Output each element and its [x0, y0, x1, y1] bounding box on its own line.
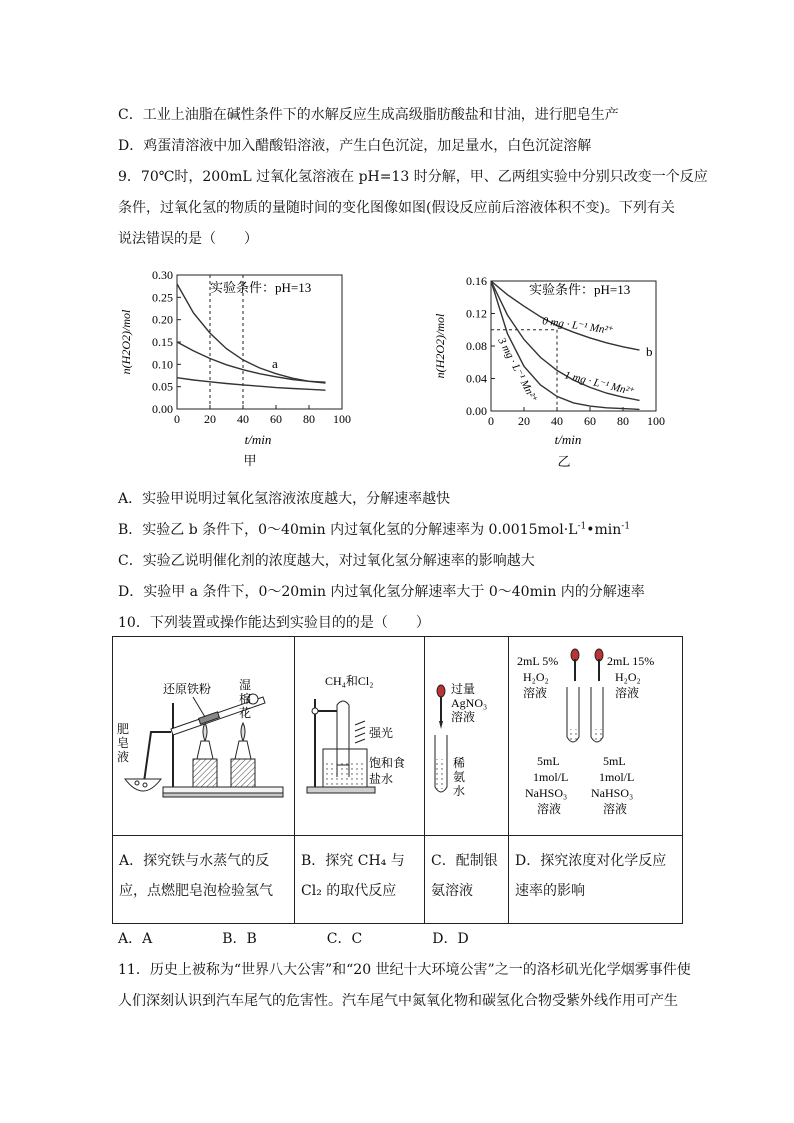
chart-yi-ytick-label: 0.16: [466, 274, 487, 288]
label-d-right-sol2: 溶液: [603, 802, 628, 816]
chart-yi-xtick-label: 80: [617, 414, 629, 428]
chart-yi-xtick-label: 40: [551, 414, 563, 428]
chart-jia-xtick-label: 20: [204, 412, 216, 426]
chart-jia-annotation: 实验条件：pH=13: [210, 280, 312, 295]
chart-jia-ytick-label: 0.20: [152, 312, 173, 327]
label-d-right-nahso3: NaHSO₃: [591, 786, 634, 800]
option-b-q9-exp2: -1: [621, 521, 631, 532]
question-10-options: A．A B．B C．C D．D: [118, 931, 469, 947]
chart-jia-title: 甲: [243, 453, 257, 468]
label-d-left-mol: 1mol/L: [533, 770, 569, 784]
stand-base: [163, 787, 283, 793]
label-dilute: 稀: [453, 756, 466, 770]
chart-yi-xtick-label: 0: [488, 414, 494, 428]
support-block-left: [193, 759, 217, 787]
label-excess: 过量: [451, 682, 476, 696]
option-d-q9: D．实验甲 a 条件下，0～20min 内过氧化氢分解速率大于 0～40min 内的分解速率: [118, 584, 645, 600]
question-11-line-1: 11．历史上被称为“世界八大公害”和“20 世纪十大环境公害”之一的洛杉矶光化学烟雾事件使: [118, 962, 691, 978]
chart-yi-series-label-b: b: [646, 344, 653, 359]
q10-image-d: [509, 637, 683, 836]
label-ammonia-1: 氨: [453, 770, 466, 784]
light-rays: [355, 721, 365, 743]
chart-yi: [424, 266, 684, 478]
chart-jia-xlabel: t/min: [244, 432, 272, 447]
label-d-left-nahso3: NaHSO₃: [525, 786, 568, 800]
question-11-line-2: 人们深刻认识到汽车尾气的危害性。汽车尾气中氮氧化物和碳氢化合物受紫外线作用可产生: [118, 993, 678, 1009]
q10-caption-c: [425, 836, 509, 924]
label-wet-2: 棉: [239, 692, 252, 706]
caption-d-text: D．探究浓度对化学反应速率的影响: [515, 853, 667, 899]
q10-image-b: [295, 637, 425, 836]
caption-a-text: A．探究铁与水蒸气的反应，点燃肥皂泡检验氢气: [119, 853, 273, 899]
chart-yi-ytick-label: 0.12: [466, 306, 487, 321]
label-reduced-iron: 还原铁粉: [163, 682, 212, 696]
chart-yi-curve-label-1: 1 mg · L⁻¹ Mn²⁺: [563, 369, 636, 399]
question-9-line-3: 说法错误的是（ ）: [118, 231, 258, 247]
label-wet-1: 湿: [239, 678, 252, 692]
label-wet-3: 花: [239, 706, 252, 720]
chart-yi-curve-label-0: 0 mg · L⁻¹ Mn²⁺: [541, 315, 615, 337]
chart-jia-xtick-label: 80: [303, 412, 315, 426]
question-10: 10．下列装置或操作能达到实验目的的是（ ）: [118, 615, 430, 631]
label-brine-2: 盐水: [369, 772, 394, 786]
chart-yi-xlabel: t/min: [554, 432, 582, 447]
chart-jia-series-line-0: [177, 284, 326, 383]
chart-jia-ytick-label: 0.15: [152, 335, 173, 349]
chart-jia-ytick-label: 0.00: [152, 402, 173, 416]
q10-caption-d: [509, 836, 683, 924]
label-ch4-cl2: CH₄和Cl₂: [325, 674, 374, 688]
q10-image-c: [425, 637, 509, 836]
label-soap-1: 肥: [117, 722, 130, 736]
question-9-line-2: 条件，过氧化氢的物质的量随时间的变化图像如图(假设反应前后溶液体积不变)。下列有关: [118, 200, 675, 216]
q10-image-a: [113, 637, 295, 836]
chart-yi-curve-label-2: 3 mg · L⁻¹ Mn²⁺: [495, 335, 540, 405]
chart-yi-annotation: 实验条件：pH=13: [529, 282, 631, 297]
option-b-q9-unit: •min: [586, 522, 622, 538]
label-d-left-conc: 2mL 5%: [517, 654, 559, 668]
caption-c-text: C．配制银氨溶液: [431, 853, 498, 899]
chart-jia-xtick-label: 0: [174, 412, 180, 426]
chart-jia-xtick-label: 40: [237, 412, 249, 426]
label-brine-1: 饱和食: [369, 756, 406, 770]
label-d-left-vol: 5mL: [537, 754, 560, 768]
alcohol-lamp-left: [197, 741, 213, 759]
label-d-right-mol: 1mol/L: [599, 770, 635, 784]
label-strong-light: 强光: [369, 726, 394, 740]
alcohol-lamp-right: [235, 741, 251, 759]
option-b-q9-text: B．实验乙 b 条件下，0～40min 内过氧化氢的分解速率为 0.0015mol·L: [118, 522, 578, 538]
support-block-right: [231, 759, 255, 787]
label-d-right-h2o2: H₂O₂: [615, 670, 641, 684]
iron-stand-base: [307, 787, 375, 793]
chart-yi-title: 乙: [557, 454, 571, 469]
label-d-right-conc: 2mL 15%: [607, 654, 655, 668]
label-d-right-sol: 溶液: [615, 686, 640, 700]
option-a-q9: A．实验甲说明过氧化氢溶液浓度越大，分解速率越快: [118, 491, 451, 507]
chart-jia-ytick-label: 0.25: [152, 290, 173, 305]
chart-yi-ylabel: n(H2O2)/mol: [433, 313, 447, 379]
chart-yi-xtick-label: 100: [647, 414, 665, 428]
label-ammonia-2: 水: [453, 784, 466, 798]
option-d-q8: D．鸡蛋清溶液中加入醋酸铅溶液，产生白色沉淀，加足量水，白色沉淀溶解: [118, 138, 592, 154]
q10-caption-b: [295, 836, 425, 924]
q10-table: [112, 636, 683, 924]
chart-jia-xtick-label: 60: [270, 412, 282, 426]
option-c-q8: C．工业上油脂在碱性条件下的水解反应生成高级脂肪酸盐和甘油，进行肥皂生产: [118, 107, 619, 123]
chart-yi-ytick-label: 0.08: [466, 339, 487, 353]
chart-jia: [110, 262, 370, 474]
label-solution: 溶液: [451, 710, 476, 724]
label-agno3: AgNO₃: [451, 696, 488, 710]
chart-yi-ytick-label: 0.00: [466, 404, 487, 418]
question-9-line-1: 9．70℃时，200mL 过氧化氢溶液在 pH=13 时分解，甲、乙两组实验中分别只改变一个反应: [118, 169, 708, 185]
chart-yi-xtick-label: 60: [584, 414, 596, 428]
option-b-q9: [118, 519, 630, 539]
chart-yi-ytick-label: 0.04: [466, 371, 487, 386]
chart-jia-ytick-label: 0.05: [152, 379, 173, 394]
option-b-q9-exp1: -1: [577, 521, 587, 532]
label-d-left-h2o2: H₂O₂: [523, 670, 549, 684]
label-d-left-sol: 溶液: [523, 686, 548, 700]
q10-caption-a: [113, 836, 295, 924]
chart-jia-ytick-label: 0.30: [152, 268, 173, 282]
label-d-left-sol2: 溶液: [537, 802, 562, 816]
chart-yi-xtick-label: 20: [518, 414, 530, 428]
chart-jia-frame: [177, 275, 342, 409]
label-soap-2: 皂: [117, 736, 130, 750]
chart-jia-series-label-a: a: [272, 356, 278, 371]
chart-jia-series-line-1: [177, 342, 326, 382]
option-c-q9: C．实验乙说明催化剂的浓度越大，对过氧化氢分解速率的影响越大: [118, 553, 535, 569]
label-d-right-vol: 5mL: [603, 754, 626, 768]
caption-b-text: B．探究 CH₄ 与 Cl₂ 的取代反应: [301, 853, 405, 899]
chart-jia-ytick-label: 0.10: [152, 357, 173, 372]
chart-jia-ylabel: n(H2O2)/mol: [119, 309, 133, 375]
label-soap-3: 液: [117, 750, 130, 764]
chart-jia-xtick-label: 100: [333, 412, 351, 426]
